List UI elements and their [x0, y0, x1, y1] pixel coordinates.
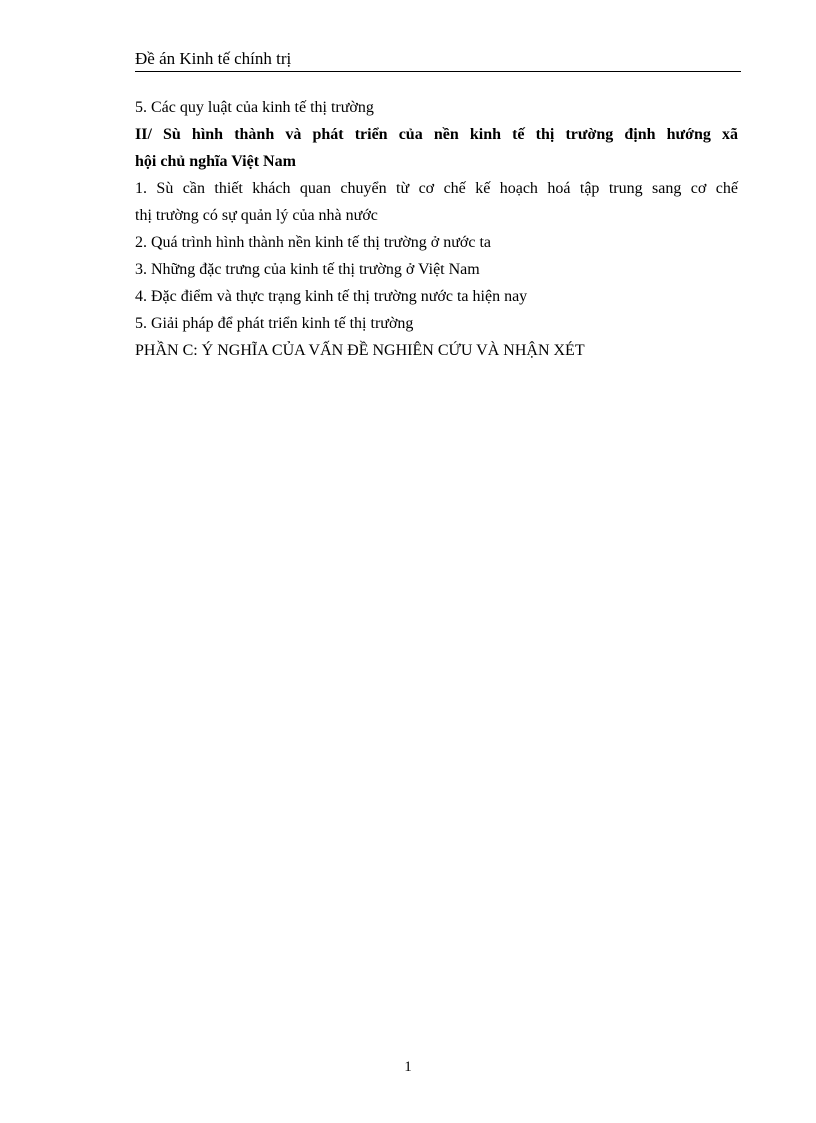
section-heading-ii-line-1: II/ Sù hình thành và phát triển của nền kinh tế thị trường định hướng xã [135, 126, 738, 143]
document-title: Đề án Kinh tế chính trị [135, 49, 292, 68]
outline-item-2: 2. Quá trình hình thành nền kinh tế thị trường ở nước ta [135, 234, 491, 251]
page-header [135, 50, 741, 72]
section-heading-ii-line-2: hội chủ nghĩa Việt Nam [135, 153, 296, 170]
part-c-heading: PHẦN C: Ý NGHĨA CỦA VẤN ĐỀ NGHIÊN CỨU VÀ NHẬN XÉT [135, 342, 585, 359]
outline-item-5: 5. Giải pháp để phát triển kinh tế thị trường [135, 315, 414, 332]
outline-item-3: 3. Những đặc trưng của kinh tế thị trường ở Việt Nam [135, 261, 480, 278]
page-number: 1 [404, 1059, 412, 1075]
outline-item-laws: 5. Các quy luật của kinh tế thị trường [135, 99, 374, 116]
document-body [135, 94, 738, 364]
outline-item-1-line-1: 1. Sù cần thiết khách quan chuyển từ cơ chế kế hoạch hoá tập trung sang cơ chế [135, 180, 738, 197]
outline-item-4: 4. Đặc điểm và thực trạng kinh tế thị trường nước ta hiện nay [135, 288, 528, 305]
outline-item-1-line-2: thị trường có sự quản lý của nhà nước [135, 207, 378, 224]
